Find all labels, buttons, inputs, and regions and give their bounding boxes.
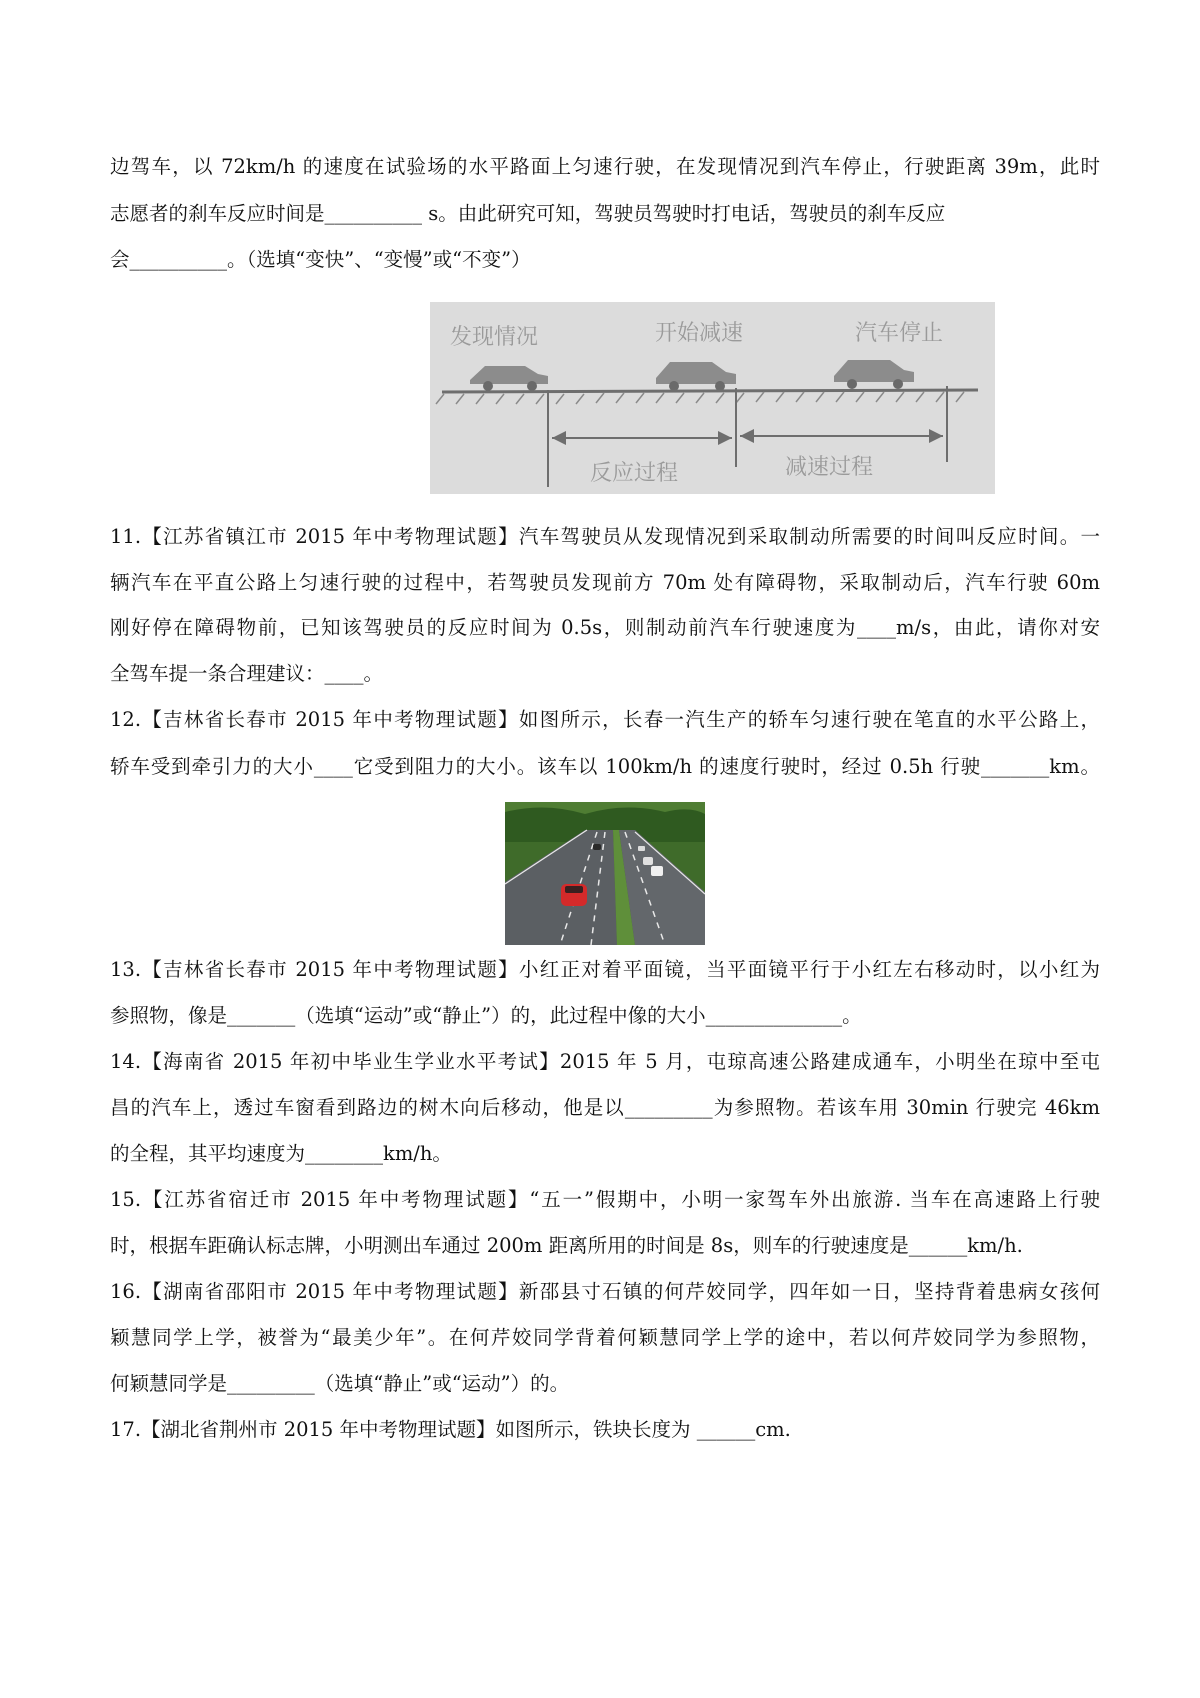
text-line: 12.【吉林省长春市 2015 年中考物理试题】如图所示，长春一汽生产的轿车匀速行驶在笔直的水平公路上， xyxy=(110,708,1100,731)
car-icon xyxy=(593,844,601,850)
text-line: 14.【海南省 2015 年初中毕业生学业水平考试】2015 年 5 月，屯琼高速公路建成通车，小明坐在琼中至屯 xyxy=(110,1050,1100,1073)
figure-label-brake: 开始减速 xyxy=(655,321,744,346)
car-icon xyxy=(656,362,736,391)
text-line: 参照物，像是_______（选填“运动”或“静止”）的，此过程中像的大小______________。 xyxy=(110,1004,862,1027)
text-line: 时，根据车距确认标志牌，小明测出车通过 200m 距离所用的时间是 8s，则车的行驶速度是______km/h. xyxy=(110,1234,1023,1257)
text-line: 全驾车提一条合理建议：____。 xyxy=(110,662,384,685)
text-line: 昌的汽车上，透过车窗看到路边的树木向后移动，他是以_________为参照物。若该车用 30min 行驶完 46km xyxy=(110,1096,1100,1119)
red-car-icon xyxy=(561,884,587,906)
car-icon xyxy=(470,366,548,391)
text-line: 的全程，其平均速度为________km/h。 xyxy=(110,1142,452,1165)
text-line: 16.【湖南省邵阳市 2015 年中考物理试题】新邵县寸石镇的何芹姣同学，四年如一日，坚持背着患病女孩何 xyxy=(110,1280,1100,1303)
figure-label-found: 发现情况 xyxy=(450,325,539,350)
text-line: 轿车受到牵引力的大小____它受到阻力的大小。该车以 100km/h 的速度行驶时，经过 0.5h 行驶_______km。 xyxy=(110,755,1100,778)
text-line: 边驾车，以 72km/h 的速度在试验场的水平路面上匀速行驶，在发现情况到汽车停止，行驶距离 39m，此时 xyxy=(110,155,1100,178)
text-line: 何颖慧同学是_________（选填“静止”或“运动”）的。 xyxy=(110,1372,570,1395)
text-line: 11.【江苏省镇江市 2015 年中考物理试题】汽车驾驶员从发现情况到采取制动所需要的时间叫反应时间。一 xyxy=(110,525,1100,548)
text-line: 颖慧同学上学，被誉为“最美少年”。在何芹姣同学背着何颖慧同学上学的途中，若以何芹姣同学为参照物， xyxy=(110,1326,1100,1349)
figure-label-decel: 减速过程 xyxy=(785,455,874,480)
text-line: 志愿者的刹车反应时间是__________ s。由此研究可知，驾驶员驾驶时打电话，驾驶员的刹车反应 xyxy=(110,202,946,225)
text-line: 13.【吉林省长春市 2015 年中考物理试题】小红正对着平面镜，当平面镜平行于小红左右移动时，以小红为 xyxy=(110,958,1100,981)
figure-label-reaction: 反应过程 xyxy=(590,461,679,486)
car-icon xyxy=(643,857,653,865)
reaction-process-figure xyxy=(430,302,995,494)
figure-label-stop: 汽车停止 xyxy=(855,321,944,346)
text-line: 15.【江苏省宿迁市 2015 年中考物理试题】“五一”假期中，小明一家驾车外出旅游. 当车在高速路上行驶 xyxy=(110,1188,1100,1211)
text-line: 刚好停在障碍物前，已知该驾驶员的反应时间为 0.5s，则制动前汽车行驶速度为____m/s，由此，请你对安 xyxy=(110,616,1100,639)
text-line: 辆汽车在平直公路上匀速行驶的过程中，若驾驶员发现前方 70m 处有障碍物，采取制动后，汽车行驶 60m xyxy=(110,571,1100,594)
highway-photo xyxy=(505,802,705,945)
text-line: 17.【湖北省荆州市 2015 年中考物理试题】如图所示，铁块长度为 ______cm. xyxy=(110,1418,791,1441)
car-icon xyxy=(638,846,645,851)
car-icon xyxy=(651,866,663,876)
text-line: 会__________。（选填“变快”、“变慢”或“不变”） xyxy=(110,248,531,271)
car-icon xyxy=(834,360,914,389)
